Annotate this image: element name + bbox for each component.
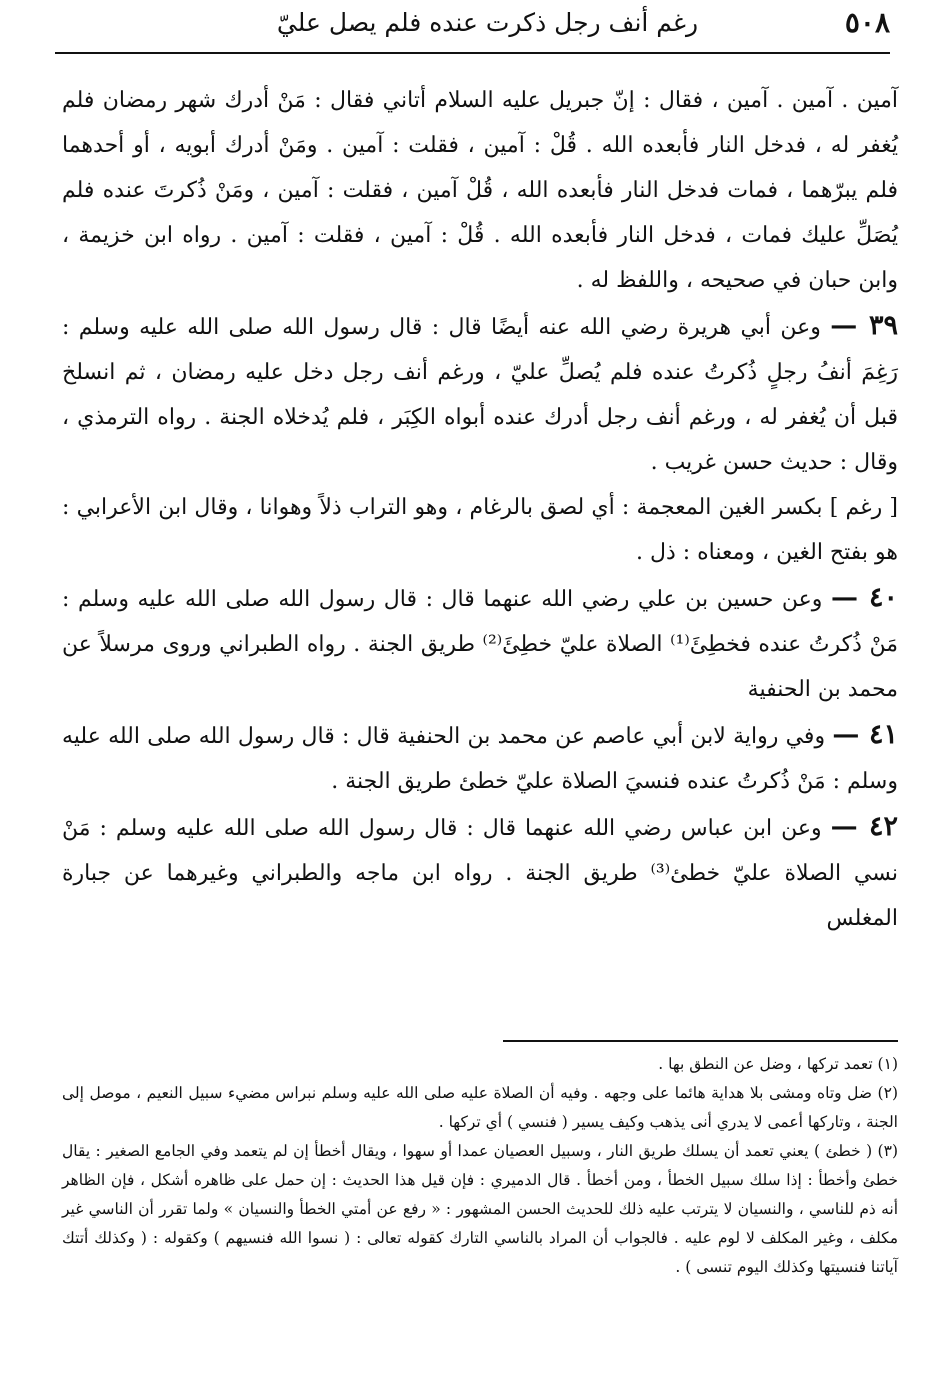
footnotes [62, 1050, 898, 1282]
header-rule [55, 52, 890, 54]
gloss-paragraph: [ رغم ] بكسر الغين المعجمة : أي لصق بالرغام ، وهو التراب ذلاً وهوانا ، وقال ابن الأعرابي : هو بفتح الغين ، ومعناه : ذل . [62, 495, 898, 565]
hadith-number: ٤٢ — [830, 811, 898, 842]
footnote-rule [503, 1040, 898, 1042]
hadith-text: وعن ابن عباس رضي الله عنهما قال : قال رسول الله صلى الله عليه وسلم : مَنْ نسي الصلاة عليّ خطئ⁽³⁾ طريق الجنة . رواه ابن ماجه والطبراني وغيرهما عن جبارة المغلس [62, 816, 898, 931]
page-number: ٥٠٨ [844, 6, 890, 39]
page-header [55, 0, 890, 52]
hadith-number: ٤١ — [832, 719, 898, 750]
hadith-text: وعن حسين بن علي رضي الله عنهما قال : قال رسول الله صلى الله عليه وسلم : مَنْ ذُكرتُ عنده فخطِئَ⁽¹⁾ الصلاة عليّ خطِئَ⁽²⁾ طريق الجنة . رواه الطبراني وروى مرسلاً عن محمد بن الحنفية [62, 587, 898, 702]
hadith-text: وعن أبي هريرة رضي الله عنه أيضًا قال : قال رسول الله صلى الله عليه وسلم : رَغِمَ أنفُ رجلٍ ذُكرتُ عنده فلم يُصلِّ عليّ ، ورغم أنف رجل دخل عليه رمضان ، ثم انسلخ قبل أن يُغفر له ، ورغم أنف رجل أدرك عنده أبواه الكِبَر ، فلم يُدخلاه الجنة . رواه الترمذي ، وقال : حديث حسن غريب . [62, 315, 898, 475]
paragraph-continuation: آمين . آمين . آمين ، فقال : إنّ جبريل عليه السلام أتاني فقال : مَنْ أدرك شهر رمضان فلم يُغفر له ، فدخل النار فأبعده الله . قُلْ : آمين ، فقلت : آمين . ومَنْ أدرك أبويه ، أو أحدهما فلم يبرّهما ، فمات فدخل النار فأبعده الله ، قُلْ آمين ، فقلت : آمين ، ومَنْ ذُكرتَ عنده فلم يُصَلِّ عليك فمات ، فدخل النار فأبعده الله . قُلْ : آمين ، فقلت : آمين . رواه ابن خزيمة ، وابن حبان في صحيحه ، واللفظ له . [62, 88, 898, 293]
footnote-3: (٣) ( خطئ ) يعني تعمد أن يسلك طريق النار ، وسبيل العصيان عمدا أو سهوا ، ويقال أخطأ إن لم يتعمد وفي الجامع الصغير : يقال خطئ وأخطأ : إذا سلك سبيل الخطأ ، ومن أخطأ . قال الدميري : فإن قيل هذا الحديث : إن حمل على ظاهره أشكل ، فإن الظاهر أنه ذم للناسي ، والنسيان لا يترتب عليه ذلك للحديث الحسن المشهور : « رفع عن أمتي الخطأ والنسيان » ولما تقرر أن الناسي غير مكلف ، وغير المكلف لا لوم عليه . فالجواب أن المراد بالناسي التارك كقوله تعالى : ( نسوا الله فنسيهم ) وكقوله : ( وكذلك أتتك آياتنا فنسيتها وكذلك اليوم تنسى ) . [62, 1142, 898, 1276]
footnote-2: (٢) ضل وتاه ومشى بلا هداية هائما على وجهه . وفيه أن الصلاة عليه صلى الله عليه وسلم نبراس مضيء سبيل النعيم ، موصل إلى الجنة ، وتاركها أعمى لا يدري أنى يذهب وكيف يسير ( فنسي ) أي تركها . [62, 1084, 898, 1131]
hadith-41 [62, 712, 898, 804]
hadith-number: ٣٩ — [830, 310, 899, 341]
running-title: رغم أنف رجل ذكرت عنده فلم يصل عليّ [276, 8, 699, 37]
hadith-number: ٤٠ — [831, 582, 899, 613]
hadith-39 [62, 303, 898, 485]
hadith-text: وفي رواية لابن أبي عاصم عن محمد بن الحنفية قال : قال رسول الله صلى الله عليه وسلم : مَنْ ذُكرتُ عنده فنسيَ الصلاة عليّ خطئ طريق الجنة . [62, 724, 898, 794]
hadith-40 [62, 575, 898, 712]
hadith-42 [62, 804, 898, 941]
footnote-1: (١) تعمد تركها ، وضل عن النطق بها . [658, 1055, 898, 1073]
main-text [62, 78, 898, 941]
